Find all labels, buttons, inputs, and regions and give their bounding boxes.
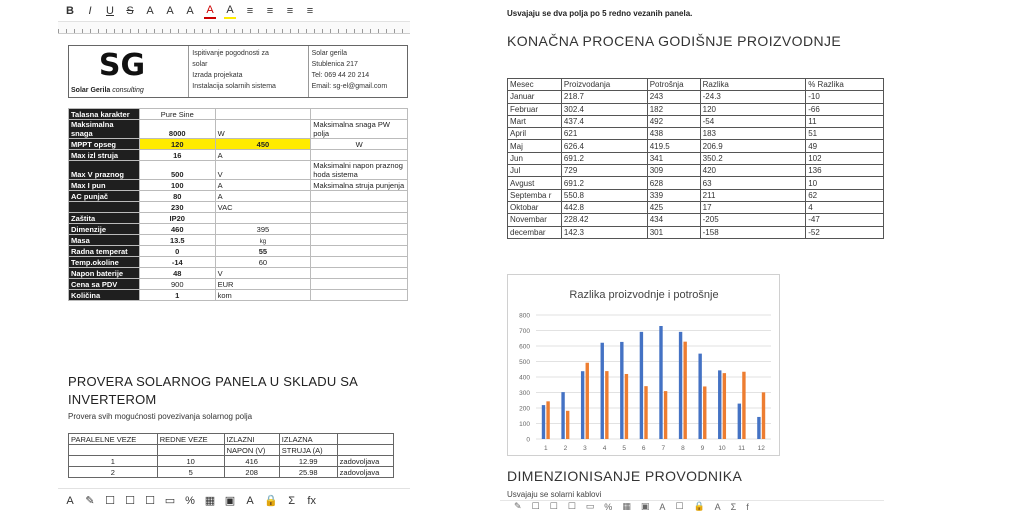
font-color-button[interactable]: A (204, 3, 216, 19)
spec-note[interactable] (311, 257, 408, 268)
toolbar-icon[interactable]: ☐ (549, 501, 558, 511)
production-cell[interactable]: 492 (647, 115, 700, 127)
y-tick-label: 100 (519, 421, 530, 428)
spec-row (69, 268, 408, 279)
production-row (508, 226, 884, 238)
connection-header-cell: NAPON (V) (224, 445, 279, 456)
y-tick-label: 800 (519, 312, 530, 320)
spec-label: Max izl struja (69, 150, 140, 161)
spec-row (69, 290, 408, 301)
production-cell[interactable]: 136 (806, 165, 884, 177)
logo-cell (69, 46, 189, 97)
production-heading: KONAČNA PROCENA GODIŠNJE PROIZVODNJE (507, 33, 842, 49)
spec-label (69, 202, 140, 213)
spec-value[interactable]: 80 (139, 191, 215, 202)
spec-row (69, 161, 408, 180)
production-header-cell: Proizvodanja (561, 79, 647, 91)
spec-note[interactable] (311, 109, 408, 120)
spec-value[interactable]: 16 (139, 150, 215, 161)
bar-series-2 (683, 342, 686, 439)
toolbar-icon[interactable]: ✎ (514, 501, 522, 511)
spec-row (69, 139, 408, 150)
panel-connection-table (68, 433, 394, 478)
spec-note[interactable]: Maksimalna snaga PW polja (311, 120, 408, 139)
toolbar-icon[interactable]: ☐ (145, 495, 155, 507)
connection-header-cell (337, 434, 393, 445)
spec-label: Temp.okoline (69, 257, 140, 268)
spec-note[interactable]: Maksimalna struja punjenja (311, 180, 408, 191)
justify-button[interactable]: ≡ (306, 4, 314, 17)
highlight-button[interactable]: A (224, 3, 236, 19)
spec-value[interactable]: 900 (139, 279, 215, 290)
logo-caption: Solar Gerila consulting (71, 87, 144, 94)
bar-series-2 (644, 386, 647, 439)
production-cell[interactable]: 691.2 (561, 152, 647, 164)
toolbar-icon[interactable]: 🔒 (693, 501, 705, 511)
x-tick-label: 2 (563, 445, 568, 452)
spec-label: Masa (69, 235, 140, 246)
connection-cell[interactable]: 208 (224, 467, 279, 478)
spec-value[interactable]: 500 (139, 161, 215, 180)
inverter-spec-table (68, 108, 408, 301)
service-line: Izrada projekata (192, 72, 243, 79)
toolbar-icon[interactable]: ▦ (622, 501, 631, 511)
spec-label: Količina (69, 290, 140, 301)
production-cell[interactable]: 729 (561, 165, 647, 177)
toolbar-icon[interactable]: f (746, 501, 749, 512)
bar-series-1 (561, 392, 564, 439)
connection-cell[interactable]: 12.99 (279, 456, 337, 467)
spec-label: Radna temperat (69, 246, 140, 257)
production-cell[interactable]: Maj (508, 140, 562, 152)
superscript-button[interactable]: A (146, 4, 154, 17)
spec-unit[interactable]: VAC (215, 202, 311, 213)
letterhead-table (68, 45, 408, 98)
spec-note[interactable] (311, 213, 408, 224)
align-center-button[interactable]: ≡ (266, 4, 274, 17)
spec-row (69, 213, 408, 224)
production-cell[interactable]: 120 (700, 103, 806, 115)
bar-series-1 (620, 342, 623, 439)
spec-value[interactable]: 8000 (139, 120, 215, 139)
service-line: Ispitivanje pogodnosti za (192, 50, 269, 57)
align-left-button[interactable]: ≡ (246, 4, 254, 17)
logo-letters: SG (98, 49, 146, 82)
bar-series-2 (566, 411, 569, 439)
spec-value[interactable]: 120 (139, 139, 215, 150)
spec-unit[interactable]: A (215, 150, 311, 161)
formatting-toolbar (58, 0, 410, 22)
spec-unit[interactable]: 395 (215, 224, 311, 235)
spec-unit[interactable]: EUR (215, 279, 311, 290)
production-row (508, 189, 884, 201)
annual-production-table (507, 78, 884, 239)
bar-series-1 (698, 354, 701, 439)
services-cell (189, 46, 308, 97)
drawing-toolbar-right (500, 500, 884, 512)
production-cell[interactable]: Jun (508, 152, 562, 164)
connection-header-cell (337, 445, 393, 456)
toolbar-icon[interactable]: fx (307, 494, 316, 507)
production-cell[interactable]: 302.4 (561, 103, 647, 115)
y-tick-label: 500 (519, 359, 530, 366)
spec-row (69, 246, 408, 257)
strikethrough-button[interactable]: S (126, 4, 134, 17)
y-tick-label: 400 (519, 374, 530, 382)
spec-unit[interactable]: kom (215, 290, 311, 301)
x-tick-label: 5 (622, 445, 626, 452)
spec-unit[interactable]: 450 (215, 139, 311, 150)
spec-unit[interactable]: V (215, 161, 311, 180)
horizontal-ruler[interactable] (58, 22, 410, 34)
production-chart[interactable] (507, 274, 780, 456)
bar-series-2 (762, 392, 765, 439)
toolbar-icon[interactable]: ▦ (204, 495, 216, 507)
connection-header-cell: REDNE VEZE (157, 434, 224, 445)
left-document-page (58, 0, 410, 512)
production-cell[interactable]: -10 (806, 91, 884, 103)
spec-row (69, 202, 408, 213)
y-tick-label: 600 (519, 343, 530, 351)
spec-value[interactable]: 100 (139, 180, 215, 191)
toolbar-icon[interactable]: % (604, 501, 613, 512)
y-tick-label: 200 (519, 405, 530, 413)
production-cell[interactable]: April (508, 128, 562, 140)
production-cell[interactable]: 102 (806, 152, 884, 164)
x-tick-label: 7 (661, 445, 666, 452)
production-cell[interactable]: 62 (806, 189, 884, 201)
production-cell[interactable]: 243 (647, 91, 700, 103)
production-row (508, 165, 884, 177)
connection-header-cell: IZLAZNA (279, 434, 337, 445)
toolbar-icon[interactable]: ✎ (85, 495, 95, 507)
spec-row (69, 120, 408, 139)
connection-header-cell (69, 445, 158, 456)
spec-label: Cena sa PDV (69, 279, 140, 290)
bar-series-1 (542, 405, 545, 439)
production-cell[interactable]: Jul (508, 165, 562, 177)
connection-cell[interactable]: 416 (224, 456, 279, 467)
connection-header-cell: STRUJA (A) (279, 445, 337, 456)
right-document-page (500, 0, 884, 512)
toolbar-icon[interactable]: A (246, 494, 254, 507)
x-tick-label: 9 (700, 445, 705, 452)
chart-title: Razlika proizvodnje i potrošnje (569, 289, 719, 301)
bar-series-2 (586, 363, 589, 439)
x-tick-label: 3 (583, 445, 587, 452)
bar-series-2 (664, 391, 667, 439)
spec-value[interactable]: 230 (139, 202, 215, 213)
spec-note[interactable] (311, 268, 408, 279)
y-tick-label: 300 (519, 390, 530, 397)
bar-series-2 (723, 373, 726, 439)
production-header-cell: % Razlika (806, 79, 884, 91)
production-cell[interactable]: Februar (508, 103, 562, 115)
spec-unit[interactable]: A (215, 180, 311, 191)
toolbar-icon[interactable]: ▣ (640, 501, 650, 511)
solar-gerila-logo (91, 49, 153, 82)
spec-note[interactable] (311, 150, 408, 161)
production-cell[interactable]: Januar (508, 91, 562, 103)
production-cell[interactable]: 434 (647, 214, 700, 226)
production-cell[interactable]: -205 (700, 214, 806, 226)
connection-header-cell (157, 445, 224, 456)
spec-unit[interactable] (215, 213, 311, 224)
x-tick-label: 8 (681, 445, 685, 452)
toolbar-icon[interactable]: ▭ (164, 495, 176, 507)
spec-label: Max I pun (69, 180, 140, 191)
align-right-button[interactable]: ≡ (286, 4, 294, 17)
bar-series-2 (703, 386, 706, 439)
production-cell[interactable]: 49 (806, 140, 884, 152)
service-line: Instalacija solarnih sistema (192, 83, 276, 90)
production-row (508, 140, 884, 152)
toolbar-icon[interactable]: ☐ (567, 501, 576, 511)
production-cell[interactable]: 10 (806, 177, 884, 189)
spec-note[interactable]: W (311, 139, 408, 150)
x-tick-label: 6 (641, 445, 646, 452)
production-cell[interactable]: 4 (806, 201, 884, 213)
company-name: Solar gerila (311, 50, 347, 57)
production-cell[interactable]: 11 (806, 115, 884, 127)
spec-label: Max V praznog (69, 161, 140, 180)
spec-label: Maksimalna snaga (69, 120, 140, 139)
connection-header-row (69, 434, 394, 445)
production-cell[interactable]: 211 (700, 189, 806, 201)
production-row (508, 103, 884, 115)
toolbar-icon[interactable]: Σ (288, 494, 296, 507)
production-cell[interactable]: -24.3 (700, 91, 806, 103)
connection-cell[interactable]: 25.98 (279, 467, 337, 478)
bar-series-1 (581, 371, 584, 439)
connection-cell[interactable]: 2 (69, 467, 158, 478)
y-tick-label: 700 (519, 328, 530, 335)
cable-subtext: Usvajaju se solarni kablovi (507, 490, 602, 499)
production-cell[interactable]: 442.8 (561, 201, 647, 213)
spec-label: AC punjač (69, 191, 140, 202)
toolbar-icon[interactable]: ▣ (224, 495, 236, 507)
toolbar-icon[interactable]: ☐ (531, 501, 540, 511)
production-cell[interactable]: 339 (647, 189, 700, 201)
production-cell[interactable]: 51 (806, 128, 884, 140)
underline-button[interactable]: U (106, 4, 114, 17)
spec-unit[interactable]: 60 (215, 257, 311, 268)
production-row (508, 91, 884, 103)
spec-label: Zaštita (69, 213, 140, 224)
production-cell[interactable]: 628 (647, 177, 700, 189)
chart-canvas (508, 275, 781, 457)
contact-cell (309, 46, 407, 97)
production-cell[interactable]: 309 (647, 165, 700, 177)
connection-header-row (69, 445, 394, 456)
toolbar-icon[interactable]: ☐ (125, 495, 135, 507)
production-cell[interactable]: 350.2 (700, 152, 806, 164)
spec-unit[interactable]: V (215, 268, 311, 279)
production-cell[interactable]: 438 (647, 128, 700, 140)
x-tick-label: 4 (602, 445, 607, 452)
spec-label: Talasna karakter (69, 109, 140, 120)
production-cell[interactable]: 142.3 (561, 226, 647, 238)
spec-value[interactable]: IP20 (139, 213, 215, 224)
production-cell[interactable]: 626.4 (561, 140, 647, 152)
production-row (508, 177, 884, 189)
bar-series-2 (546, 401, 549, 439)
production-cell[interactable]: Septemba r (508, 189, 562, 201)
production-cell[interactable]: Mart (508, 115, 562, 127)
cable-sizing-heading: DIMENZIONISANJE PROVODNIKA (507, 468, 743, 484)
phone: Tel: 069 44 20 214 (311, 72, 370, 79)
bar-series-1 (679, 332, 682, 439)
email: Email: sg-el@gmail.com (311, 83, 388, 90)
production-cell[interactable]: 425 (647, 201, 700, 213)
production-cell[interactable]: 621 (561, 128, 647, 140)
production-row (508, 201, 884, 213)
production-cell[interactable]: -54 (700, 115, 806, 127)
production-cell[interactable]: 419.5 (647, 140, 700, 152)
production-header-cell: Mesec (508, 79, 562, 91)
bar-series-1 (757, 417, 760, 439)
production-cell[interactable]: Novembar (508, 214, 562, 226)
spec-row (69, 279, 408, 290)
toolbar-icon[interactable]: ☐ (105, 495, 115, 507)
spec-note[interactable] (311, 279, 408, 290)
bar-series-2 (625, 374, 628, 439)
production-cell[interactable]: -52 (806, 226, 884, 238)
connection-cell[interactable]: zadovoljava (337, 467, 393, 478)
spec-label: Napon baterije (69, 268, 140, 279)
production-cell[interactable]: decembar (508, 226, 562, 238)
spec-value[interactable]: 460 (139, 224, 215, 235)
connection-header-cell: IZLAZNI (224, 434, 279, 445)
toolbar-icon[interactable]: A (714, 501, 721, 512)
production-cell[interactable]: -66 (806, 103, 884, 115)
spec-row (69, 180, 408, 191)
toolbar-icon[interactable]: 🔒 (264, 495, 278, 507)
spec-unit[interactable]: kg (215, 235, 311, 246)
spec-note[interactable] (311, 191, 408, 202)
connection-row (69, 456, 394, 467)
toolbar-icon[interactable]: ▭ (585, 501, 595, 511)
spec-row (69, 235, 408, 246)
bar-series-1 (640, 332, 643, 439)
spec-note[interactable] (311, 246, 408, 257)
x-tick-label: 10 (718, 445, 726, 452)
x-tick-label: 1 (543, 445, 548, 452)
spec-row (69, 224, 408, 235)
service-line: solar (192, 61, 208, 68)
connection-cell[interactable]: zadovoljava (337, 456, 393, 467)
intro-text: Usvajaju se dva polja po 5 redno vezanih panela. (507, 9, 693, 18)
spec-unit[interactable] (215, 109, 311, 120)
spec-note[interactable] (311, 290, 408, 301)
spec-value[interactable]: 1 (139, 290, 215, 301)
production-header-cell: Potrošnja (647, 79, 700, 91)
toolbar-icon[interactable]: Σ (730, 501, 737, 512)
spec-value[interactable]: 13.5 (139, 235, 215, 246)
drawing-toolbar (58, 488, 410, 512)
production-cell[interactable]: Oktobar (508, 201, 562, 213)
production-cell[interactable]: 17 (700, 201, 806, 213)
spec-note[interactable]: Maksimalni napon praznog hoda sistema (311, 161, 408, 180)
spec-value[interactable]: -14 (139, 257, 215, 268)
spec-row (69, 257, 408, 268)
spec-note[interactable] (311, 235, 408, 246)
production-row (508, 152, 884, 164)
subscript-button[interactable]: A (166, 4, 174, 17)
spec-label: MPPT opseg (69, 139, 140, 150)
spec-unit[interactable]: W (215, 120, 311, 139)
production-cell[interactable]: 341 (647, 152, 700, 164)
toolbar-icon[interactable]: % (185, 494, 195, 507)
production-row (508, 214, 884, 226)
spec-note[interactable] (311, 202, 408, 213)
bar-series-2 (742, 372, 745, 439)
spec-note[interactable] (311, 224, 408, 235)
production-row (508, 115, 884, 127)
production-cell[interactable]: 228.42 (561, 214, 647, 226)
toolbar-icon[interactable]: ☐ (675, 501, 684, 511)
production-cell[interactable]: 206.9 (700, 140, 806, 152)
spec-value[interactable]: 0 (139, 246, 215, 257)
spec-row (69, 150, 408, 161)
clear-format-button[interactable]: A (186, 4, 194, 17)
production-cell[interactable]: 550.8 (561, 189, 647, 201)
production-cell[interactable]: 218.7 (561, 91, 647, 103)
production-cell[interactable]: Avgust (508, 177, 562, 189)
bar-series-1 (738, 404, 741, 439)
production-cell[interactable]: 182 (647, 103, 700, 115)
bold-button[interactable]: B (66, 4, 74, 17)
production-cell[interactable]: 183 (700, 128, 806, 140)
spec-unit[interactable]: A (215, 191, 311, 202)
connection-header-cell: PARALELNE VEZE (69, 434, 158, 445)
bar-series-2 (605, 371, 608, 439)
spec-label: Dimenzije (69, 224, 140, 235)
italic-button[interactable]: I (88, 4, 92, 17)
connection-cell[interactable]: 10 (157, 456, 224, 467)
production-cell[interactable]: 63 (700, 177, 806, 189)
connection-cell[interactable]: 5 (157, 467, 224, 478)
bar-series-1 (659, 326, 662, 439)
spec-unit[interactable]: 55 (215, 246, 311, 257)
production-cell[interactable]: 691.2 (561, 177, 647, 189)
y-tick-label: 0 (526, 436, 530, 444)
section-heading: PROVERA SOLARNOG PANELA U SKLADU SA INVERTEROM (68, 374, 358, 407)
production-cell[interactable]: 301 (647, 226, 700, 238)
spec-row (69, 191, 408, 202)
spec-value[interactable]: Pure Sine (139, 109, 215, 120)
section-subtext: Provera svih mogućnosti povezivanja solarnog polja (68, 412, 253, 421)
toolbar-icon[interactable]: A (66, 494, 74, 507)
connection-row (69, 467, 394, 478)
spec-value[interactable]: 48 (139, 268, 215, 279)
production-header-cell: Razlika (700, 79, 806, 91)
production-cell[interactable]: -47 (806, 214, 884, 226)
connection-cell[interactable]: 1 (69, 456, 158, 467)
production-cell[interactable]: 437.4 (561, 115, 647, 127)
x-tick-label: 12 (757, 445, 765, 452)
production-cell[interactable]: 420 (700, 165, 806, 177)
address: Stublenica 217 (311, 61, 358, 68)
bar-series-1 (718, 370, 721, 439)
production-row (508, 128, 884, 140)
toolbar-icon[interactable]: A (659, 501, 666, 512)
production-cell[interactable]: -158 (700, 226, 806, 238)
x-tick-label: 11 (738, 445, 745, 452)
bar-series-1 (601, 343, 604, 439)
spec-row (69, 109, 408, 120)
